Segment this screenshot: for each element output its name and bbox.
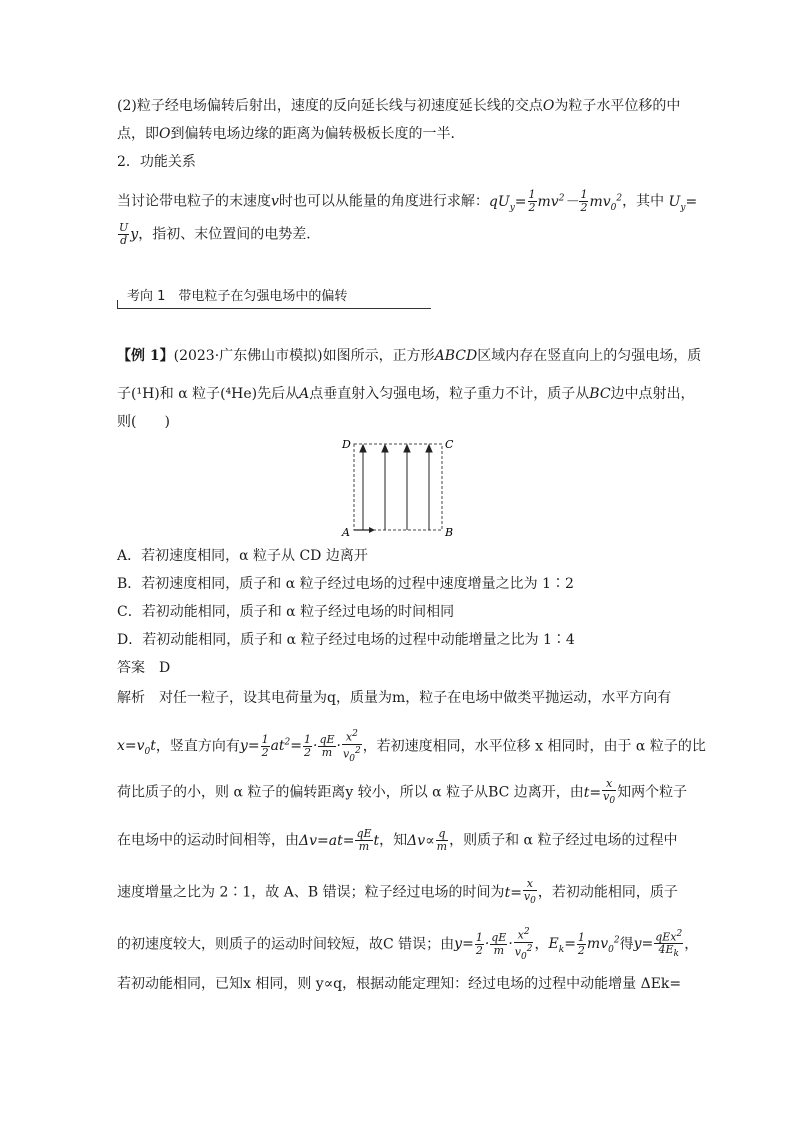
heading-text: 2．功能关系 xyxy=(117,154,196,170)
answer-value: D xyxy=(159,660,171,676)
analysis-text-4a: 在电场中的运动时间相等，由 xyxy=(117,832,299,849)
section-heading-energy xyxy=(117,152,196,172)
analysis-line-4 xyxy=(117,828,677,853)
formula-t-2: t= $\frac{x}{v_0}$ xyxy=(504,877,536,907)
formula-dv-prop: Δv∝ $\frac{q}{m}$ xyxy=(407,827,448,853)
analysis-text-6b: ， xyxy=(534,936,549,953)
answer-line xyxy=(117,658,170,678)
analysis-text-5a: 速度增量之比为 2∶1，故 A、B 错误；粒子经过电场的时间为 xyxy=(117,884,505,901)
label-d: D xyxy=(342,438,351,451)
point-o-2: O xyxy=(159,126,171,142)
point-a: A xyxy=(299,386,310,402)
analysis-text-6a: 的初速度较大，则质子的运动时间较短，故C 错误；由 xyxy=(117,936,455,953)
analysis-line-7 xyxy=(117,974,681,994)
intro-text-tail: 为粒子水平位移的中 xyxy=(554,98,681,114)
formula-y-2: y= $\frac{1}{2}$ · $\frac{qE}{m}$ · $\frac{x^2}{v_0^2}$ xyxy=(454,927,533,962)
intro-text-4: y，指初、末位置间的电势差． xyxy=(130,226,321,243)
intro-text-3c: ，其中 xyxy=(622,193,665,210)
intro-text-2b: 到偏转电场边缘的距离为偏转极板长度的一半． xyxy=(170,126,465,142)
intro-line-3 xyxy=(117,188,697,217)
example-text-2b: 点垂直射入匀强电场，粒子重力不计，质子从 xyxy=(309,386,590,402)
example-text-2: 子(¹H)和 α 粒子(⁴He)先后从 xyxy=(117,386,300,402)
uy-formula: $U_y=$ xyxy=(668,193,698,213)
analysis-text-1: 对任一粒子，设其电荷量为q，质量为m，粒子在电场中做类平抛运动，水平方向有 xyxy=(159,690,672,706)
label-b: B xyxy=(445,526,454,539)
analysis-line-2 xyxy=(117,728,706,765)
u-over-d-formula: $\frac{U}{d}$ xyxy=(119,221,129,247)
formula-t: t= $\frac{x}{v_0}$ xyxy=(583,777,616,807)
analysis-text-4b: ，知 xyxy=(379,832,408,849)
formula-dv: Δv=at= $\frac{qE}{m}$ t xyxy=(299,827,380,853)
analysis-line-1 xyxy=(117,688,671,708)
analysis-text-5b: ，若初动能相同，质子 xyxy=(537,884,678,901)
label-c: C xyxy=(445,438,454,451)
example-line-1 xyxy=(117,346,701,366)
point-o: O xyxy=(542,98,555,114)
intro-line-4 xyxy=(117,222,320,247)
example-text-1b: 区域内存在竖直向上的匀强电场，质 xyxy=(477,348,702,364)
analysis-text-2a: ，竖直方向有 xyxy=(155,738,240,755)
var-v: v xyxy=(271,193,279,210)
formula-y: y= $\frac{1}{2}$ $at^2=$ $\frac{1}{2}$ · $\frac{qE}{m}$ · $\frac{x^2}{v_0^2}$ xyxy=(239,729,361,764)
analysis-line-6 xyxy=(117,926,698,963)
analysis-text-6c: 得 xyxy=(619,936,634,953)
option-c: C．若初动能相同，质子和 α 粒子经过电场的时间相同 xyxy=(117,604,455,620)
topic-rule xyxy=(117,308,431,309)
topic-tick xyxy=(117,300,118,308)
analysis-label: 解析 xyxy=(117,690,145,706)
analysis-line-3 xyxy=(117,778,687,807)
analysis-text-3a: 荷比质子的小，则 α 粒子的偏转距离y 较小，所以 α 粒子从BC 边离开，由 xyxy=(117,784,584,801)
field-lines xyxy=(360,445,432,530)
label-a: A xyxy=(342,526,350,539)
formula-y-ek: y= $\frac{qEx^2}{4E_k}$ xyxy=(633,928,683,960)
analysis-line-5 xyxy=(117,878,678,907)
field-arrowhead xyxy=(382,445,388,452)
answer-label: 答案 xyxy=(117,660,145,676)
example-text-3: 则( ) xyxy=(117,414,170,430)
analysis-text-7: 若初动能相同，已知x 相同，则 y∝q，根据动能定理知：经过电场的过程中动能增量 ΔEk= xyxy=(117,976,682,992)
option-d: D．若初动能相同，质子和 α 粒子经过电场的过程中动能增量之比为 1∶4 xyxy=(117,632,575,648)
example-text-1: (2023·广东佛山市模拟)如图所示，正方形 xyxy=(173,348,435,364)
example-text-2c: 边中点射出， xyxy=(610,386,695,402)
energy-formula: $qU_y=$ $\frac{1}{2}$ $mv^2-$ $\frac{1}{2}$ $mv_0^2$ xyxy=(488,188,623,215)
topic-label: 考向 1 带电粒子在匀强电场中的偏转 xyxy=(127,289,348,304)
intro-text: (2)粒子经电场偏转后射出，速度的反向延长线与初速度延长线的交点 xyxy=(117,98,543,114)
square-abcd: ABCD xyxy=(434,348,478,364)
formula-x: $x=v_0t$ xyxy=(117,738,156,758)
field-arrowhead xyxy=(360,445,366,452)
electric-field-diagram xyxy=(340,432,460,542)
field-arrowhead xyxy=(404,445,410,452)
option-b: B．若初速度相同，质子和 α 粒子经过电场的过程中速度增量之比为 1∶2 xyxy=(117,576,574,592)
example-tag: 【例 1】 xyxy=(117,348,174,364)
intro-line-1 xyxy=(117,96,680,116)
analysis-text-3b: 知两个粒子 xyxy=(617,784,688,801)
topic-banner xyxy=(117,286,431,310)
option-a: A．若初速度相同，α 粒子从 CD 边离开 xyxy=(117,548,368,564)
example-line-3 xyxy=(117,412,170,432)
intro-text-3b: 时也可以从能量的角度进行求解： xyxy=(278,193,489,210)
side-bc: BC xyxy=(589,386,611,402)
example-line-2 xyxy=(117,384,695,404)
intro-text-3: 当讨论带电粒子的末速度 xyxy=(117,193,271,210)
analysis-text-4c: ，则质子和 α 粒子经过电场的过程中 xyxy=(449,832,678,849)
analysis-text-6d: ， xyxy=(684,936,699,953)
field-arrowhead xyxy=(426,445,432,452)
formula-ek: $E_k=$ $\frac{1}{2}$ $mv_0^2$ xyxy=(548,930,620,957)
intro-line-2 xyxy=(117,124,464,144)
entry-arrowhead xyxy=(369,527,375,533)
analysis-text-2b: ，若初速度相同，水平位移 x 相同时，由于 α 粒子的比 xyxy=(362,738,706,755)
intro-text-2a: 点，即 xyxy=(117,126,159,142)
